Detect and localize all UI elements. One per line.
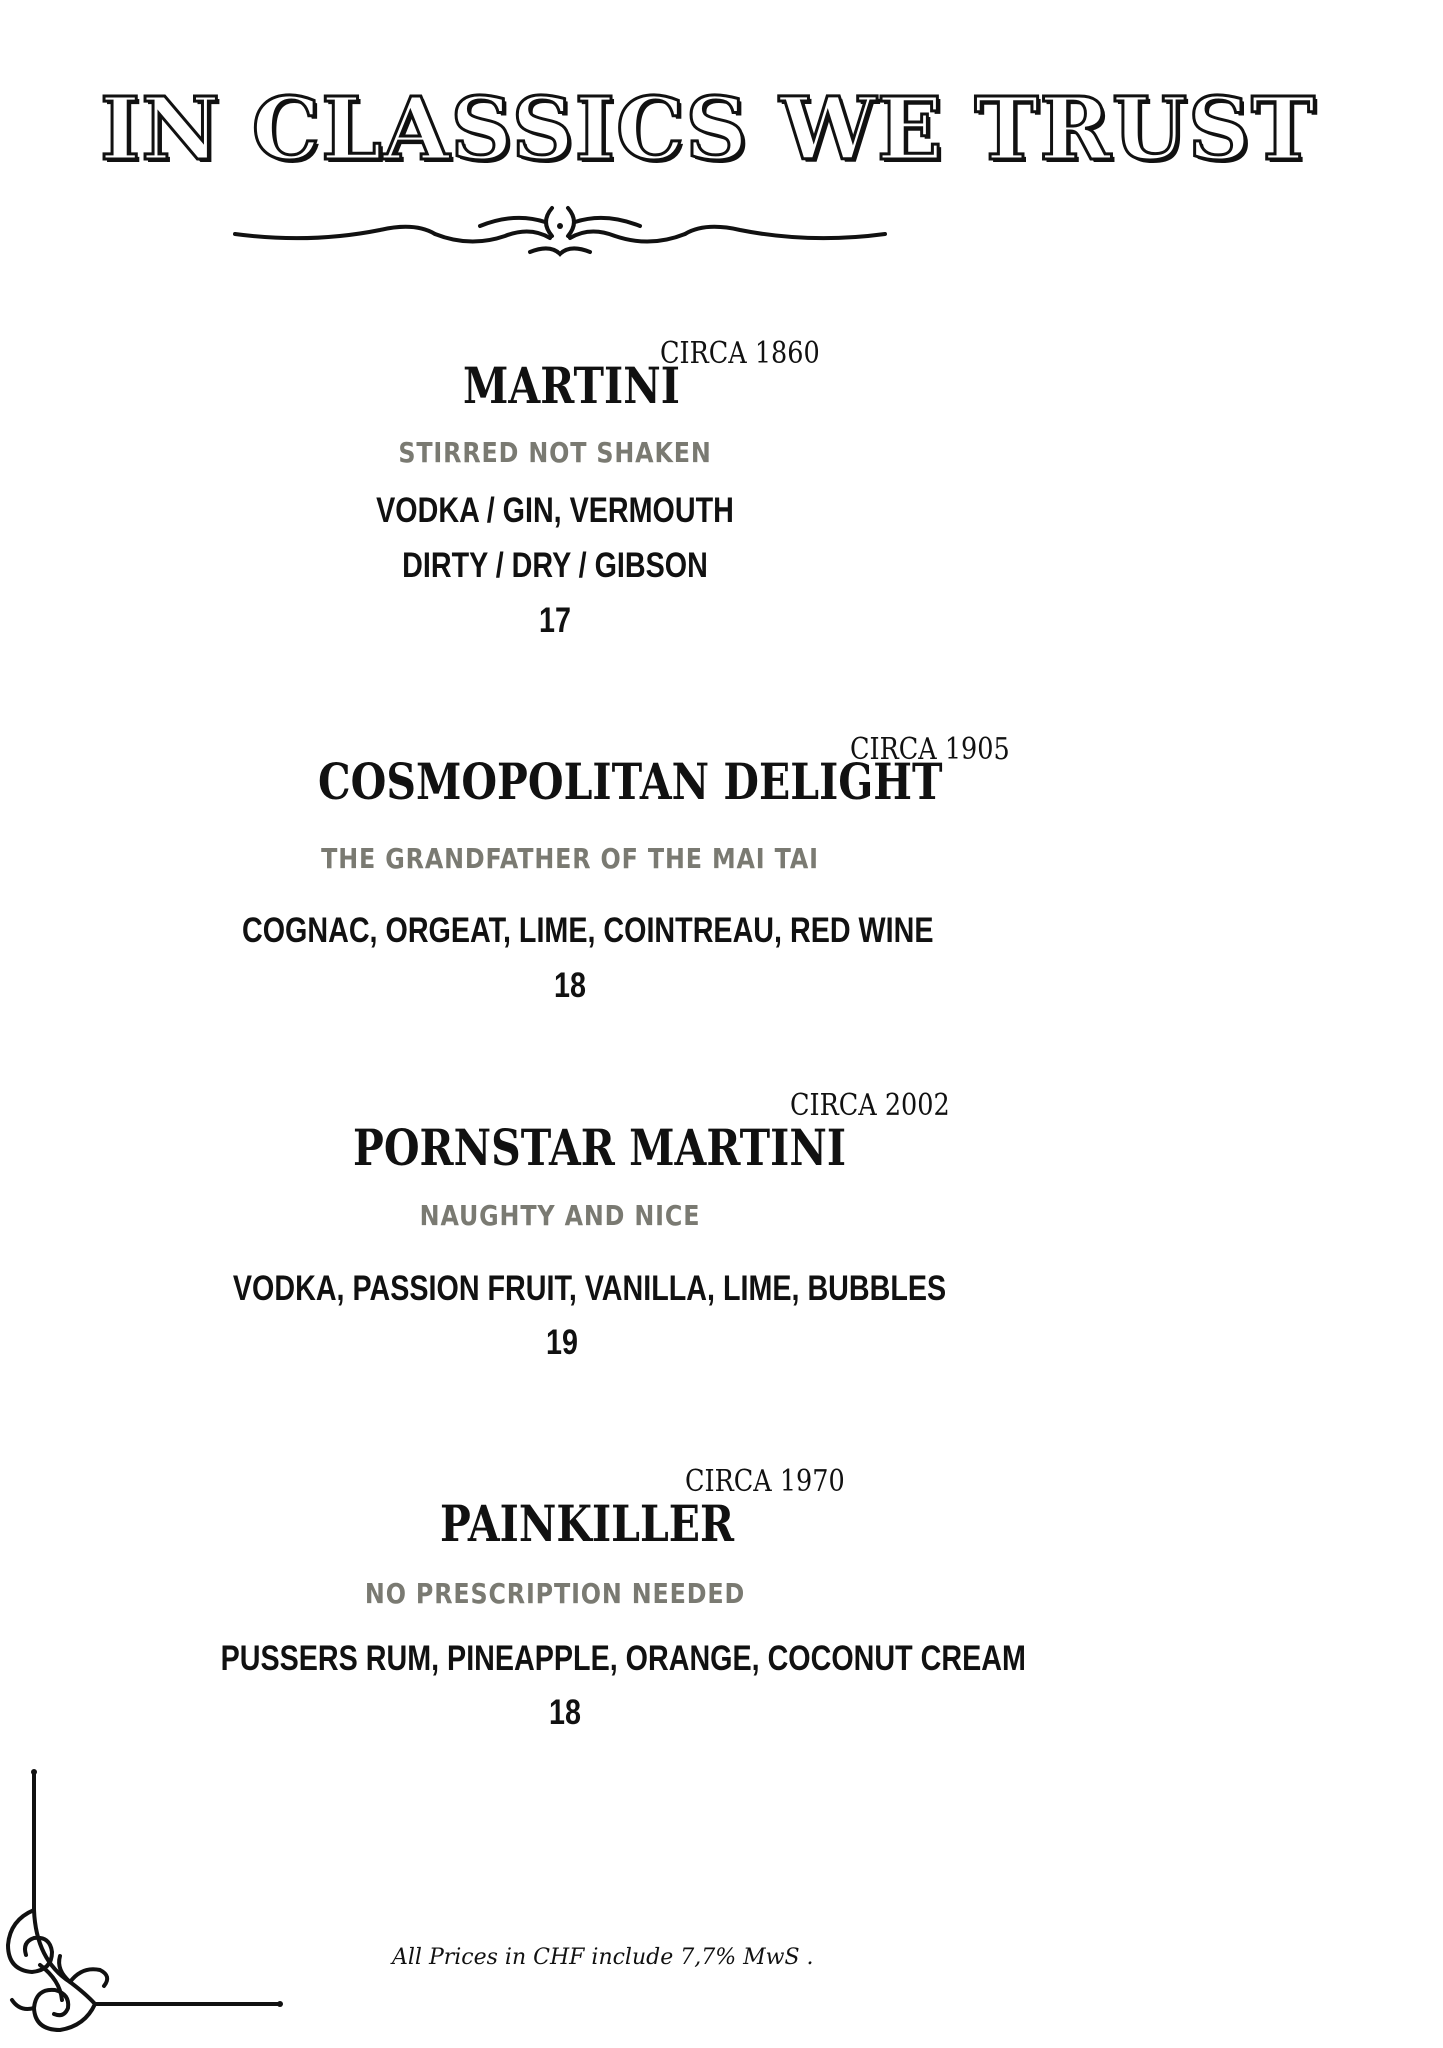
price: 18 — [554, 966, 586, 1005]
cocktail-name: COSMOPOLITAN DELIGHT — [318, 752, 943, 811]
cocktail-tagline: THE GRANDFATHER OF THE MAI TAI — [321, 842, 819, 875]
cocktail-name: PORNSTAR MARTINI — [353, 1118, 847, 1177]
price: 18 — [549, 1693, 581, 1732]
ingredients-line: VODKA, PASSION FRUIT, VANILLA, LIME, BUBBLES — [232, 1269, 947, 1308]
page-title: IN CLASSICS WE TRUST — [100, 79, 1317, 180]
cocktail-name: PAINKILLER — [440, 1494, 735, 1553]
price: 19 — [546, 1323, 578, 1362]
cocktail-tagline: NAUGHTY AND NICE — [419, 1199, 701, 1232]
ingredients-line: VODKA / GIN, VERMOUTH — [376, 491, 734, 530]
price: 17 — [539, 601, 571, 640]
circa-label: CIRCA 1905 — [850, 732, 1010, 767]
cocktail-name: MARTINI — [463, 356, 680, 415]
cocktail-tagline: STIRRED NOT SHAKEN — [398, 436, 712, 469]
ingredients-line: PUSSERS RUM, PINEAPPLE, ORANGE, COCONUT CREAM — [220, 1639, 1026, 1678]
circa-label: CIRCA 1970 — [685, 1464, 845, 1499]
circa-label: CIRCA 1860 — [660, 336, 820, 371]
variations-line: DIRTY / DRY / GIBSON — [402, 546, 708, 585]
circa-label: CIRCA 2002 — [790, 1088, 950, 1123]
cocktail-tagline: NO PRESCRIPTION NEEDED — [364, 1577, 746, 1610]
ornamental-flourish-icon — [230, 196, 890, 266]
corner-scroll-ornament-icon — [0, 1760, 300, 2048]
ingredients-line: COGNAC, ORGEAT, LIME, COINTREAU, RED WINE — [242, 911, 934, 950]
price-footnote: All Prices in CHF include 7,7% MwS . — [392, 1945, 814, 1970]
